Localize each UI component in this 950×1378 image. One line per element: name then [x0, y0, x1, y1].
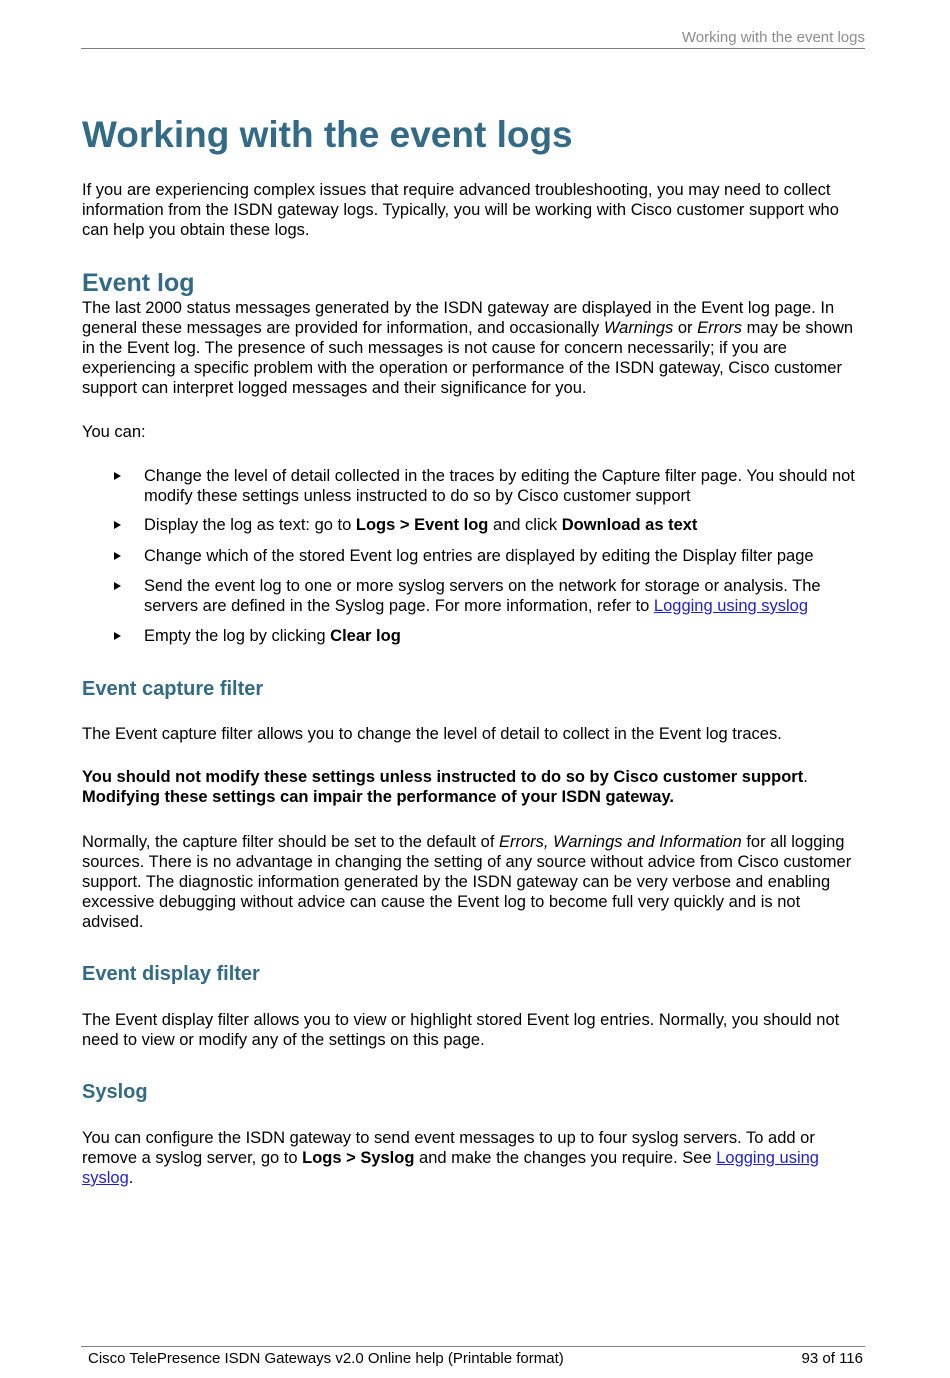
errors-term: Errors	[697, 319, 743, 337]
syslog-text-a: You can configure the ISDN gateway to send event messages to up to four syslog servers. To add or remove a syslog server, go to	[82, 1129, 815, 1167]
capture-filter-paragraph: The Event capture filter allows you to change the level of detail to collect in the Event log traces.	[82, 725, 782, 743]
syslog-heading: Syslog	[82, 1081, 148, 1103]
event-log-paragraph	[82, 298, 864, 398]
list-item-text	[144, 576, 864, 616]
download-as-text-label: Download as text	[561, 516, 698, 534]
bullet-triangle-icon	[114, 472, 121, 480]
warning-text-1: You should not modify these settings unless instructed to do so by Cisco customer support	[82, 768, 804, 786]
warning-text-2: Modifying these settings can impair the performance of your ISDN gateway.	[82, 788, 674, 806]
event-log-text-b: may be shown in the Event log. The presence of such messages is not cause for concern necessarily; if you are experiencing a specific problem with the operation or performance of the ISDN gateway, Cisco customer support can interpret logged messages and their significance for you.	[82, 319, 854, 397]
list-item-text	[144, 515, 864, 535]
default-text-b: for all logging sources. There is no advantage in changing the setting of any source without advice from Cisco customer support. The diagnostic information generated by the ISDN gateway can be very verbose and enabling excessive debugging without advice can cause the Event log to become full very quickly and is not advised.	[82, 833, 852, 931]
event-log-text-a: The last 2000 status messages generated by the ISDN gateway are displayed in the Event log page. In general these messages are provided for information, and occasionally	[82, 299, 835, 337]
intro-paragraph: If you are experiencing complex issues that require advanced troubleshooting, you may need to collect information from the ISDN gateway logs. Typically, you will be working with Cisco customer support who can help you obtain these logs.	[82, 181, 839, 239]
list-item-text: Change the level of detail collected in the traces by editing the Capture filter page. You should not modify these settings unless instructed to do so by Cisco customer support	[144, 467, 855, 505]
warnings-term: Warnings	[603, 319, 674, 337]
list-item-text-pre: Send the event log to one or more syslog servers on the network for storage or analysis. The servers are defined in the Syslog page. For more information, refer to	[144, 577, 821, 615]
page-title: Working with the event logs	[82, 114, 573, 155]
menu-path-event-log: Logs > Event log	[355, 516, 489, 534]
list-item-text-mid: and click	[488, 516, 562, 534]
bullet-triangle-icon	[114, 521, 121, 529]
running-header	[81, 28, 865, 49]
syslog-paragraph	[82, 1128, 864, 1188]
list-item-text: Change which of the stored Event log entries are displayed by editing the Display filter page	[144, 547, 814, 565]
page-footer	[81, 1346, 865, 1371]
bullet-triangle-icon	[114, 632, 121, 640]
clear-log-label: Clear log	[330, 627, 401, 645]
syslog-text-c: .	[128, 1169, 134, 1187]
syslog-text-b: and make the changes you require. See	[414, 1149, 717, 1167]
capture-filter-default-paragraph	[82, 832, 864, 932]
logging-using-syslog-link[interactable]: Logging using syslog	[82, 1149, 819, 1187]
list-item-text-pre: Display the log as text: go to	[144, 516, 356, 534]
event-log-text-or: or	[673, 319, 698, 337]
page-number: 93 of 116	[801, 1350, 863, 1367]
list-item-text-pre: Empty the log by clicking	[144, 627, 331, 645]
footer-document-title: Cisco TelePresence ISDN Gateways v2.0 Online help (Printable format)	[88, 1350, 564, 1367]
capture-filter-warning	[82, 767, 864, 807]
logging-using-syslog-link[interactable]: Logging using syslog	[653, 597, 809, 615]
bullet-triangle-icon	[114, 582, 121, 590]
display-filter-paragraph: The Event display filter allows you to view or highlight stored Event log entries. Normally, you should not need to view or modify any of the settings on this page.	[82, 1011, 840, 1049]
running-header-title: Working with the event logs	[681, 29, 865, 46]
event-capture-filter-heading: Event capture filter	[82, 678, 264, 700]
event-log-heading: Event log	[82, 269, 195, 297]
default-level-term: Errors, Warnings and Information	[499, 833, 742, 851]
you-can-paragraph: You can:	[82, 423, 146, 441]
bullet-triangle-icon	[114, 552, 121, 560]
list-item-text	[144, 626, 864, 646]
warning-period: .	[803, 768, 808, 786]
event-display-filter-heading: Event display filter	[82, 963, 260, 985]
default-text-a: Normally, the capture filter should be set to the default of	[82, 833, 500, 851]
menu-path-syslog: Logs > Syslog	[302, 1149, 415, 1167]
